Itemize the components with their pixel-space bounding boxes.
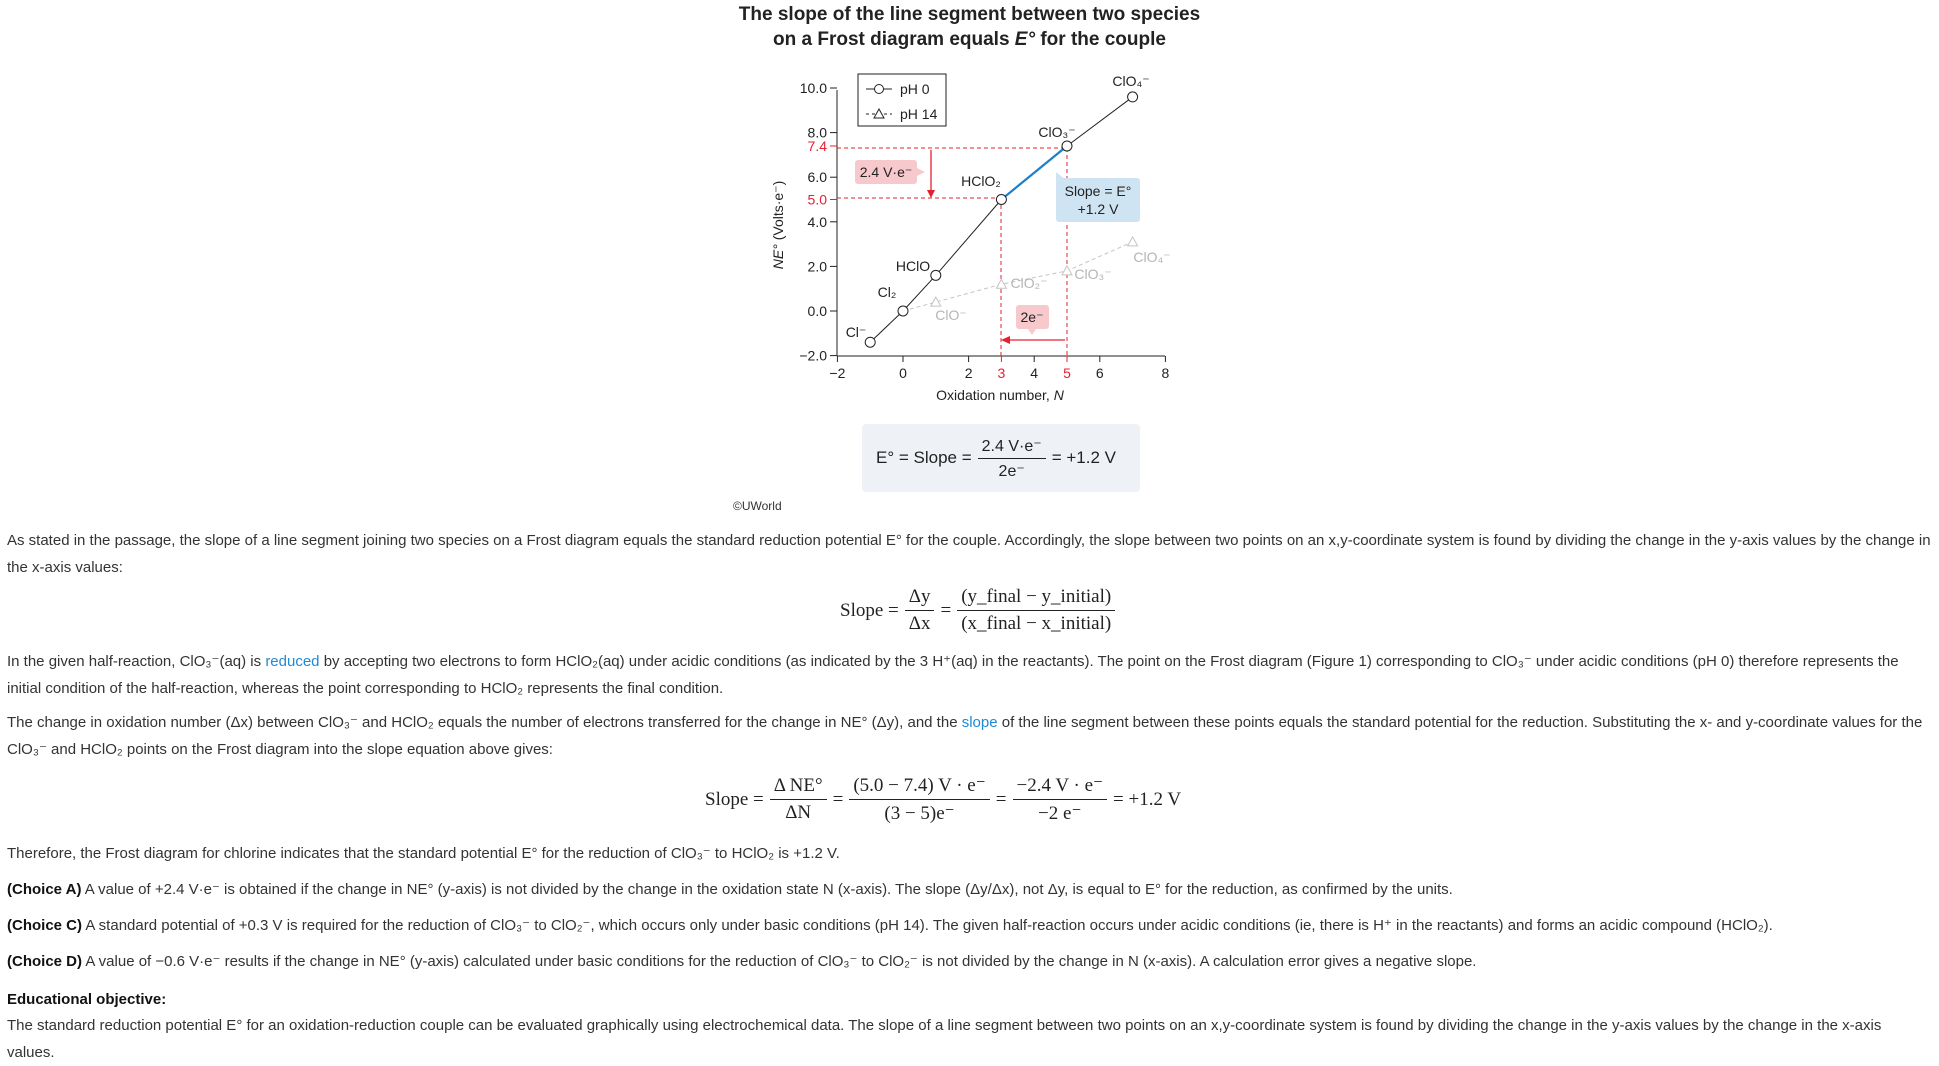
slope-callout: [1056, 172, 1140, 222]
series-ph0-segment: [1067, 97, 1133, 146]
choice-d: (Choice D) A value of −0.6 V·e⁻ results if the change in NE° (y-axis) calculated under basic conditions for the reduction of ClO₃⁻ to ClO₂⁻ is not divided by the change in N (x-axis). A calculation error gives a negative slope.: [7, 953, 1477, 970]
eq-box-den: 2e⁻: [998, 462, 1025, 480]
series-ph0-point: [996, 195, 1006, 205]
series-ph0-point: [898, 306, 908, 316]
y-tick-label: 4.0: [807, 213, 827, 230]
svg-text:2.4 V·e⁻: 2.4 V·e⁻: [859, 164, 913, 180]
paragraph-conclusion: Therefore, the Frost diagram for chlorine indicates that the standard potential E° for the reduction of ClO₃⁻ to HClO₂ is +1.2 V.: [7, 845, 840, 862]
delta-y-arrowhead: [927, 190, 935, 198]
choice-c: (Choice C) A standard potential of +0.3 V is required for the reduction of ClO₃⁻ to ClO₂⁻, which occurs only under basic conditions (pH 14). The given half-reaction occurs under acidic conditions (ie, there is H⁺ in the reactants) and forms an acidic compound (HClO₂).: [7, 917, 1773, 934]
paragraph-oxidation-change: The change in oxidation number (Δx) between ClO₃⁻ and HClO₂ equals the number of electrons transferred for the change in NE° (Δy), and the slope of the line segment between these points equals the standard potential for the reduction. Substituting the x- and y-coordinate values for the ClO₃⁻ and HClO₂ points on the Frost diagram into the slope equation above gives:: [7, 714, 1923, 758]
species-ph0-label: ClO₄⁻: [1112, 73, 1150, 89]
x-axis-label: Oxidation number, N: [936, 387, 1064, 403]
link-slope[interactable]: slope: [961, 714, 998, 731]
series-ph0-segment: [936, 200, 1002, 276]
species-ph14-label: ClO₃⁻: [1074, 266, 1112, 282]
series-ph0-point: [931, 270, 941, 280]
frost-diagram-figure: [0, 0, 1939, 520]
x-tick-label: 0: [899, 365, 907, 381]
svg-text:2e⁻: 2e⁻: [1020, 309, 1044, 325]
y-tick-label: 6.0: [807, 169, 827, 186]
species-ph0-label: ClO₃⁻: [1038, 124, 1076, 140]
y-tick-label: 0.0: [807, 303, 827, 319]
y-tick-label: 2.0: [807, 258, 827, 275]
x-tick-label: 6: [1095, 365, 1104, 381]
x-ticks: [829, 356, 1169, 381]
series-ph0-point: [1062, 141, 1072, 151]
species-ph14-label: ClO₄⁻: [1133, 249, 1171, 265]
series-ph14-point: [1128, 237, 1138, 246]
legend-ph14: pH 14: [900, 106, 938, 122]
choice-a: (Choice A) A value of +2.4 V·e⁻ is obtained if the change in NE° (y-axis) is not divided by the change in the oxidation state N (x-axis). The slope (Δy/Δx), not Δy, is equal to E° for the reduction, as confirmed by the units.: [7, 881, 1453, 898]
species-ph0-label: HClO: [895, 258, 931, 274]
objective-text: The standard reduction potential E° for an oxidation-reduction couple can be evaluated graphically using electrochemical data. The slope of a line segment between two points on an x,y-coordinate system is found by dividing the change in the y-axis values by the change in the x-axis values.: [7, 1017, 1882, 1061]
eq-box-lhs: E° = Slope =: [876, 448, 972, 467]
callout-delta-y: [855, 160, 925, 184]
svg-text:+1.2 V: +1.2 V: [1077, 201, 1119, 217]
species-ph0-label: HClO₂: [961, 173, 1001, 189]
slope-equation-box: [862, 424, 1140, 492]
x-tick-label: 3: [997, 365, 1006, 381]
y-ticks: [799, 80, 837, 364]
paragraph-slope-intro: As stated in the passage, the slope of a line segment joining two species on a Frost diagram equals the standard reduction potential E° for the couple. Accordingly, the slope between two points on an x,y-coordinate system is found by dividing the change in the y-axis values by the change in the x-axis values:: [7, 532, 1931, 576]
title-line-2: on a Frost diagram equals E° for the couple: [773, 29, 1166, 50]
legend-ph0: pH 0: [900, 81, 930, 97]
species-ph0-label: Cl⁻: [845, 324, 867, 340]
slope-equation: Slope = $\frac{\Delta y}{\Delta x}$ = $\frac{\text{(y\_final − y\_initial)}}{\text{(x\_final − x\_initial)}}$: [840, 586, 1121, 635]
eq-box-rhs: = +1.2 V: [1051, 448, 1116, 467]
y-tick-label: −2.0: [799, 347, 827, 364]
species-ph14-label: ClO⁻: [935, 307, 967, 323]
species-ph0-label: Cl₂: [877, 284, 897, 300]
series-ph0-point: [865, 337, 875, 347]
delta-x-arrowhead: [1001, 336, 1010, 344]
x-tick-label: 2: [964, 365, 973, 381]
species-ph14-label: ClO₂⁻: [1010, 275, 1048, 291]
eq-box-num: 2.4 V·e⁻: [978, 436, 1046, 459]
x-tick-label: 4: [1030, 365, 1039, 381]
x-tick-label: −2: [829, 365, 846, 381]
y-tick-label: 8.0: [807, 124, 827, 141]
x-tick-label: 5: [1063, 365, 1071, 381]
substituted-slope-equation: Slope = $\frac{\text{Δ NE°}}{\Delta N}$ = $\frac{(5.0 - 7.4) V \cdot e^-}{(3 - 5)e^-}$ = $\frac{-2.4 V \cdot e^-}{-2 e^-}$ = +1.2 V: [705, 775, 1182, 824]
y-tick-label: 5.0: [807, 191, 827, 208]
objective-heading: Educational objective:: [7, 991, 167, 1008]
series-ph0-segment: [870, 311, 903, 342]
callout-delta-x: [1016, 305, 1049, 335]
title-line-1: The slope of the line segment between two species: [738, 4, 1201, 25]
copyright: ©UWorld: [733, 499, 782, 513]
link-reduced[interactable]: reduced: [265, 653, 320, 670]
series-ph0-point: [1128, 92, 1138, 102]
legend: [858, 74, 946, 126]
y-tick-label: 10.0: [799, 80, 827, 96]
x-tick-label: 8: [1161, 365, 1170, 381]
paragraph-half-reaction: In the given half-reaction, ClO₃⁻(aq) is reduced by accepting two electrons to form HClO₂(aq) under acidic conditions (as indicated by the 3 H⁺(aq) in the reactants). The point on the Frost diagram (Figure 1) corresponding to ClO₃⁻ under acidic conditions (pH 0) therefore represents the initial condition of the half-reaction, whereas the point corresponding to HClO₂ represents the final condition.: [7, 653, 1899, 697]
svg-text:Slope = E°: Slope = E°: [1064, 183, 1132, 199]
y-tick-label: 7.4: [807, 137, 827, 154]
frost-chart: [0, 0, 1939, 420]
series-ph14-point: [1062, 266, 1072, 275]
y-axis-label: NE° (Volts·e⁻): [770, 180, 786, 270]
